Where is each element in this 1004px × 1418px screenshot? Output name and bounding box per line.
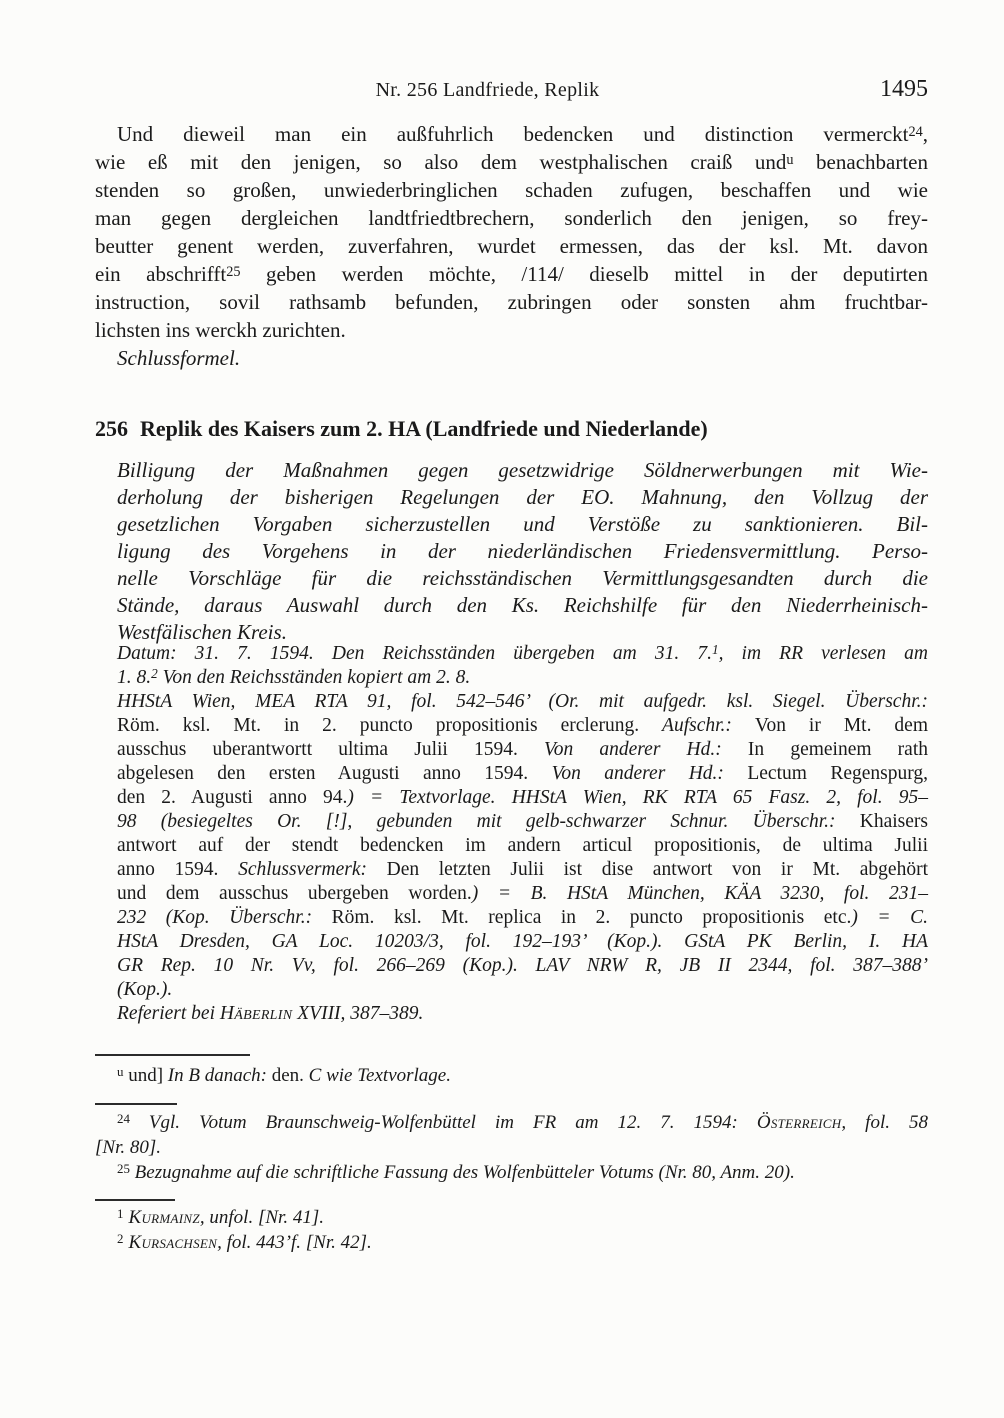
numeric-separator-rule [95, 1199, 175, 1201]
commentary-notes [95, 1110, 928, 1185]
text-line [117, 906, 928, 930]
text-segment: 98 (besiegeltes Or. [!], gebunden mit gelb-schwarzer Schnur. Überschr.: [117, 811, 860, 832]
text-line [95, 1110, 928, 1135]
text-segment: 24 [117, 1111, 130, 1127]
text-segment: instruction, sovil rathsamb befunden, zubringen oder sonsten ahm fruchtbar- [95, 290, 928, 314]
text-line [117, 978, 928, 1002]
provenance-block [117, 642, 928, 1026]
text-segment: u [786, 151, 794, 168]
text-segment: u [117, 1064, 124, 1080]
text-segment: Von ir Mt. dem [754, 715, 928, 736]
text-segment: ausschus uberantwortt ultima Julii 1594. [117, 739, 544, 760]
text-line [117, 592, 928, 619]
text-line [117, 858, 928, 882]
text-segment: lichsten ins werckh zurichten. [95, 318, 346, 342]
text-line [117, 642, 928, 666]
text-line [95, 1063, 928, 1088]
text-segment: Schlussvermerk: [238, 859, 387, 880]
text-line [117, 484, 928, 511]
document-title: Replik des Kaisers zum 2. HA (Landfriede und Niederlande) [140, 416, 708, 441]
text-segment: , [922, 122, 928, 146]
text-segment: Röm. ksl. Mt. in 2. puncto propositionis erclerung. [117, 715, 663, 736]
text-line [95, 232, 928, 260]
text-line [117, 666, 928, 690]
text-segment: 24 [908, 123, 923, 140]
text-line [95, 1160, 928, 1185]
text-line [117, 834, 928, 858]
text-segment: Den letzten Julii ist dise antwort von ir Mt. abgehört [386, 859, 928, 880]
document-heading [95, 415, 928, 443]
text-line [117, 930, 928, 954]
text-segment: antwort auf der stendt bedencken im andern articul propositionis, de ultima Julii [117, 835, 928, 856]
text-segment: ) = B. HStA München, KÄA 3230, fol. 231– [471, 883, 928, 904]
text-segment: ligung des Vorgehens in der niederländischen Friedensvermittlung. Perso- [117, 539, 928, 563]
text-segment: HStA Dresden, GA Loc. 10203/3, fol. 192–193’ (Kop.). GStA PK Berlin, I. HA [117, 931, 928, 952]
text-segment: ein abschrifft [95, 262, 227, 286]
text-segment: 2 [151, 665, 158, 681]
text-segment: Westfälischen Kreis. [117, 620, 287, 644]
text-segment: Kursachsen [123, 1232, 218, 1253]
text-segment: , fol. 443’f. [Nr. 42]. [217, 1232, 372, 1253]
summary-regest [117, 457, 928, 646]
text-segment: Von anderer Hd.: [544, 739, 748, 760]
text-line [117, 457, 928, 484]
text-segment: anno 1594. [117, 859, 239, 880]
text-segment: 25 [117, 1161, 130, 1177]
text-segment: derholung der bisherigen Regelungen der EO. Mahnung, den Vollzug der [117, 485, 928, 509]
text-segment: XVIII, 387–389. [292, 1003, 424, 1024]
text-line [117, 786, 928, 810]
text-segment: geben werden möchte, /114/ dieselb mittel in der deputirten [240, 262, 929, 286]
main-text-paragraph [95, 120, 928, 372]
text-line [95, 344, 928, 372]
text-segment: Billigung der Maßnahmen gegen gesetzwidrige Söldnerwerbungen mit Wie- [117, 458, 928, 482]
running-header [95, 76, 928, 104]
apparatus-notes [95, 1063, 928, 1088]
text-segment: (Kop.). [117, 979, 173, 1000]
text-segment: [Nr. 80]. [95, 1137, 161, 1158]
text-segment: Vgl. Votum Braunschweig-Wolfenbüttel im FR am 12. 7. 1594: [129, 1112, 757, 1133]
document-number: 256 [95, 416, 128, 441]
text-segment: ) = Textvorlage. HHStA Wien, RK RTA 65 Fasz. 2, fol. 95– [347, 787, 929, 808]
text-segment: den 2. Augusti anno 94. [117, 787, 348, 808]
text-segment: gesetzlichen Vorgaben sicherzustellen und Verstöße zu sanktionieren. Bil- [117, 512, 928, 536]
text-segment: 232 (Kop. Überschr.: [117, 907, 332, 928]
text-segment: abgelesen den ersten Augusti anno 1594. [117, 763, 552, 784]
text-segment: Österreich [756, 1112, 842, 1133]
text-line [95, 1135, 928, 1160]
text-segment: stenden so großen, unwiederbringlichen schaden zufugen, beschaffen und wie [95, 178, 928, 202]
text-segment: Datum: 31. 7. 1594. Den Reichsständen übergeben am 31. 7. [117, 643, 712, 664]
text-segment: Kurmainz [123, 1207, 200, 1228]
text-line [117, 762, 928, 786]
footnote-area [95, 1054, 928, 1255]
text-segment: Lectum Regenspurg, [747, 763, 928, 784]
text-line [117, 538, 928, 565]
text-segment: , fol. 58 [841, 1112, 929, 1133]
text-line [95, 260, 928, 288]
numeric-notes [95, 1205, 928, 1255]
text-segment: Referiert bei [117, 1003, 220, 1024]
apparatus-separator-rule [95, 1054, 250, 1056]
running-header-title: Nr. 256 Landfriede, Replik [375, 79, 600, 101]
text-segment: 1 [711, 641, 719, 657]
text-segment: und dem ausschus ubergeben worden. [117, 883, 472, 904]
text-segment: man gegen dergleichen landtfriedtbrechern, sonderlich den jenigen, so frey- [95, 206, 928, 230]
text-segment: wie eß mit den jenigen, so also dem westphalischen craiß und [95, 150, 787, 174]
text-line [117, 690, 928, 714]
text-segment: ) = C. [851, 907, 928, 928]
text-segment: 25 [226, 263, 241, 280]
text-segment: nelle Vorschläge für die reichsständischen Vermittlungsgesandten durch die [117, 566, 928, 590]
text-segment: Von anderer Hd.: [551, 763, 748, 784]
text-segment: Khaisers [859, 811, 928, 832]
text-line [95, 176, 928, 204]
text-segment: In gemeinem rath [747, 739, 928, 760]
text-segment: benachbarten [793, 150, 928, 174]
text-segment: Röm. ksl. Mt. replica in 2. puncto propositionis etc. [331, 907, 852, 928]
text-line [117, 714, 928, 738]
text-segment: beutter genent werden, zuverfahren, wurdet ermessen, das der ksl. Mt. davon [95, 234, 928, 258]
text-segment: HHStA Wien, MEA RTA 91, fol. 542–546’ (Or. mit aufgedr. ksl. Siegel. Überschr.: [117, 691, 928, 712]
text-segment: , im RR verlesen am [718, 643, 928, 664]
text-segment: und] [123, 1065, 168, 1086]
text-segment: In B danach: [167, 1065, 272, 1086]
text-line [95, 288, 928, 316]
text-segment: 2 [117, 1231, 124, 1247]
text-line [95, 1205, 928, 1230]
text-segment: Bezugnahme auf die schriftliche Fassung des Wolfenbütteler Votums (Nr. 80, Anm. 20). [129, 1162, 795, 1183]
text-segment: C wie Textvorlage. [308, 1065, 451, 1086]
text-segment: Stände, daraus Auswahl durch den Ks. Reichshilfe für den Niederrheinisch- [117, 593, 928, 617]
text-segment: Von den Reichsständen kopiert am 2. 8. [157, 667, 471, 688]
text-segment: Häberlin [219, 1003, 293, 1024]
commentary-separator-rule [95, 1103, 177, 1105]
text-segment: 1 [117, 1206, 124, 1222]
text-line [117, 738, 928, 762]
text-line [95, 1230, 928, 1255]
text-line [117, 1002, 928, 1026]
text-segment: , unfol. [Nr. 41]. [199, 1207, 324, 1228]
text-line [95, 204, 928, 232]
page-number: 1495 [880, 76, 928, 102]
text-line [95, 316, 928, 344]
text-line [117, 882, 928, 906]
text-segment: den. [271, 1065, 309, 1086]
text-line [95, 148, 928, 176]
text-line [117, 511, 928, 538]
text-line [117, 565, 928, 592]
text-line [117, 810, 928, 834]
text-segment: 1. 8. [117, 667, 152, 688]
text-segment: GR Rep. 10 Nr. Vv, fol. 266–269 (Kop.). LAV NRW R, JB II 2344, fol. 387–388’ [117, 955, 928, 976]
text-segment: Und dieweil man ein außfuhrlich bedencken und distinction vermerckt [117, 122, 909, 146]
text-line [95, 120, 928, 148]
text-line [117, 954, 928, 978]
text-segment: Schlussformel. [117, 346, 241, 370]
text-segment: Aufschr.: [662, 715, 755, 736]
